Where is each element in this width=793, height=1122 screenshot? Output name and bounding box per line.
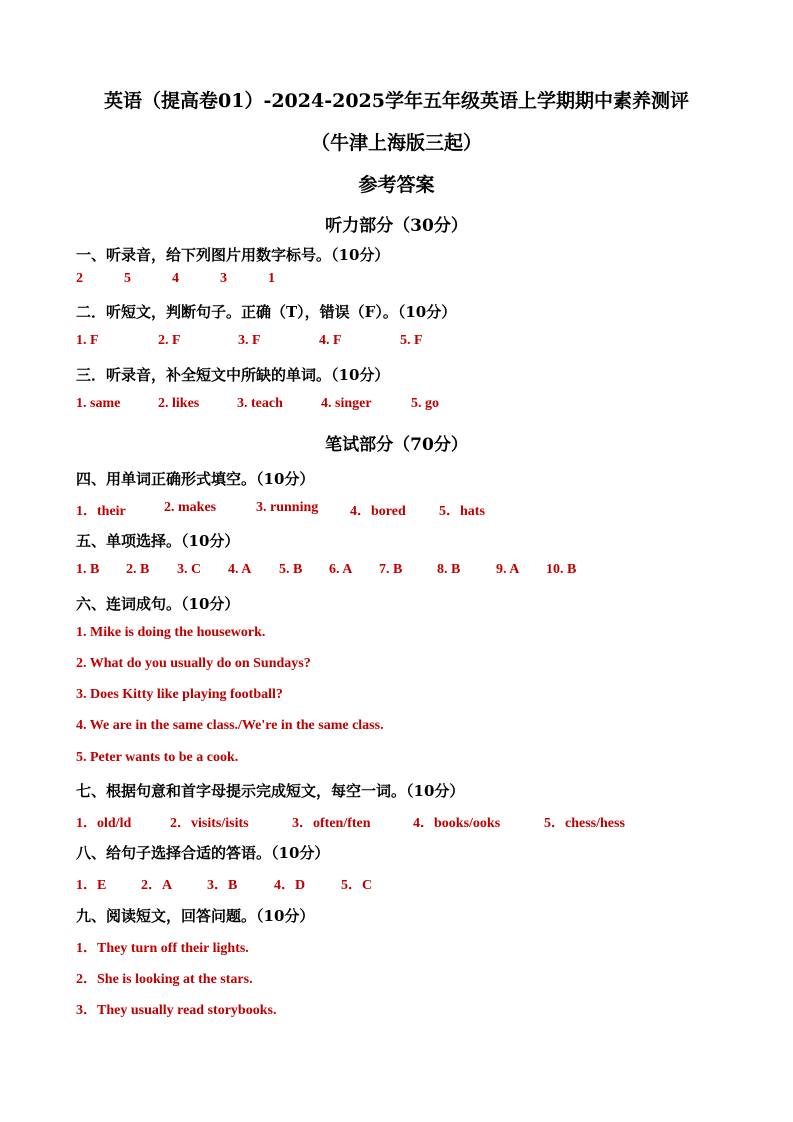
answer-item: 4. F [319,333,342,348]
answer-line: 3．They usually read storybooks. [76,1003,277,1018]
question-5-heading: 五、单项选择。（10分） [76,532,240,550]
question-4-heading: 四、用单词正确形式填空。（10分） [76,470,315,488]
writing-section-heading: 笔试部分（70分） [325,435,468,455]
document-subtitle: （牛津上海版三起） [310,132,482,154]
answer-item: 2. F [158,333,181,348]
answer-item: 4. singer [321,396,372,411]
answer-item: 5．chess/hess [544,816,625,831]
answer-item: 2 [76,271,83,286]
answer-item: 1．E [76,878,107,893]
answer-line: 3. Does Kitty like playing football? [76,687,283,702]
answer-item: 5. go [411,396,439,411]
answer-item: 2. likes [158,396,200,411]
answer-item: 4. A [228,562,252,577]
answer-item: 1．their [76,504,126,519]
answer-item: 3. C [177,562,202,577]
answer-item: 8. B [437,562,461,577]
answer-item: 3 [220,271,227,286]
answer-line: 2．She is looking at the stars. [76,972,253,987]
answer-item: 2．visits/isits [170,816,249,831]
answer-item: 1．old/ld [76,816,132,831]
answer-item: 6. A [329,562,353,577]
answer-item: 9. A [496,562,520,577]
answer-item: 2. makes [164,500,217,515]
question-9-heading: 九、阅读短文，回答问题。（10分） [76,907,315,925]
answer-item: 5 [124,271,131,286]
answer-item: 3. teach [237,396,283,411]
question-3-heading: 三．听录音，补全短文中所缺的单词。（10分） [76,366,390,384]
answer-item: 5．C [341,878,373,893]
answer-item: 1. same [76,396,121,411]
answer-item: 4．D [274,878,306,893]
answer-item: 10. B [546,562,577,577]
answer-item: 3. F [238,333,261,348]
listening-section-heading: 听力部分（30分） [325,216,468,236]
answer-key-title: 参考答案 [358,174,435,196]
question-7-heading: 七、根据句意和首字母提示完成短文，每空一词。（10分） [76,782,465,800]
document-title: 英语（提高卷01）-2024-2025学年五年级英语上学期期中素养测评 [104,90,689,112]
answer-line: 5. Peter wants to be a cook. [76,750,239,765]
answer-item: 1. B [76,562,100,577]
question-1-heading: 一、听录音，给下列图片用数字标号。（10分） [76,246,390,264]
answer-item: 3. running [256,500,319,515]
answer-item: 4．books/ooks [413,816,501,831]
answer-item: 2. B [126,562,150,577]
answer-line: 1. Mike is doing the housework. [76,625,266,640]
answer-line: 4. We are in the same class./We're in the same class. [76,718,384,733]
answer-item: 3．B [207,878,238,893]
answer-item: 1 [268,271,275,286]
question-2-heading: 二．听短文，判断句子。正确（T），错误（F）。（10分） [76,303,457,321]
answer-line: 2. What do you usually do on Sundays? [76,656,311,671]
answer-item: 4 [172,271,179,286]
answer-item: 7. B [379,562,403,577]
answer-item: 3．often/ften [292,816,371,831]
question-6-heading: 六、连词成句。（10分） [76,595,240,613]
answer-item: 2．A [141,878,173,893]
answer-item: 5．hats [439,504,485,519]
answer-line: 1．They turn off their lights. [76,941,249,956]
answer-item: 5. F [400,333,423,348]
answer-item: 4．bored [350,504,406,519]
answer-item: 1. F [76,333,99,348]
question-8-heading: 八、给句子选择合适的答语。（10分） [76,844,330,862]
answer-item: 5. B [279,562,303,577]
